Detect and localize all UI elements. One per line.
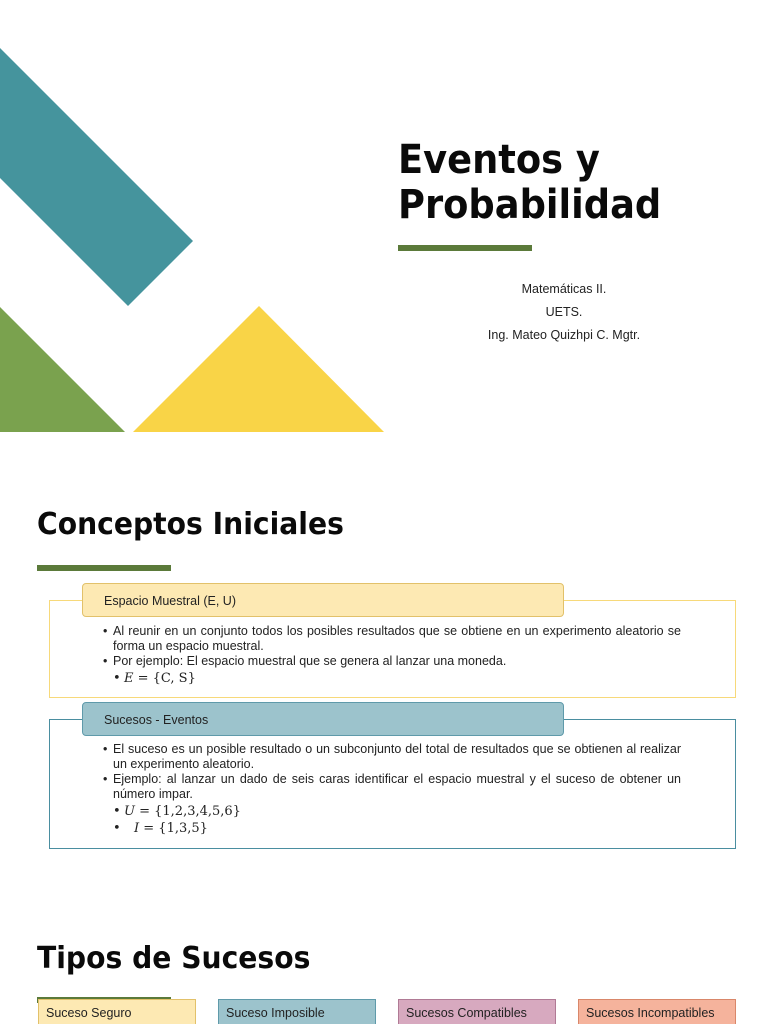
list-item: • Al reunir en un conjunto todos los posibles resultados que se obtiene en un experimento aleatorio se forma un espacio muestral. [103,624,681,654]
card-incompatible-events: Sucesos Incompatibles [578,999,736,1024]
list-item: • Por ejemplo: El espacio muestral que se genera al lanzar una moneda. [103,654,681,669]
formula-expression: = {1,2,3,4,5,6} [134,804,241,819]
section-accent-bar [37,565,171,571]
concepts-slide [0,465,768,885]
formula-variable: U [124,804,135,819]
list-item: • El suceso es un posible resultado o un subconjunto del total de resultados que se obtienen al realizar un experimento aleatorio. [103,742,681,772]
sample-space-text [103,624,681,686]
events-text [103,742,681,836]
yellow-triangle [133,306,384,432]
title-slide [0,0,768,433]
event-types-slide [0,900,768,1024]
decorative-shapes [0,0,400,433]
green-triangle [0,307,125,432]
institution: UETS. [545,305,583,319]
section-title: Conceptos Iniciales [37,507,344,542]
formula-variable: I [134,821,140,836]
title-line-1: Eventos y [398,137,600,183]
title-accent-bar [398,245,532,251]
list-item: • Ejemplo: al lanzar un dado de seis caras identificar el espacio muestral y el suceso de obtener un número impar. [103,772,681,802]
formula-variable: E [124,671,134,686]
formula-expression: = {C, S} [137,671,196,686]
card-sure-event: Suceso Seguro [38,999,196,1024]
presentation-title [398,138,729,228]
author: Ing. Mateo Quizhpi C. Mgtr. [487,328,641,342]
section-title: Tipos de Sucesos [37,941,311,976]
subtitle-block [430,278,698,347]
card-impossible-event: Suceso Imposible [218,999,376,1024]
card-compatible-events: Sucesos Compatibles [398,999,556,1024]
formula-universe [103,804,681,819]
formula-expression: = {1,3,5} [139,821,208,836]
formula-odd [103,821,681,836]
formula-coin [103,671,681,686]
title-line-2: Probabilidad [398,182,662,228]
sample-space-label: Espacio Muestral (E, U) [82,583,564,617]
events-label: Sucesos - Eventos [82,702,564,736]
teal-diagonal-band [0,48,193,306]
course-name: Matemáticas II. [521,282,607,296]
